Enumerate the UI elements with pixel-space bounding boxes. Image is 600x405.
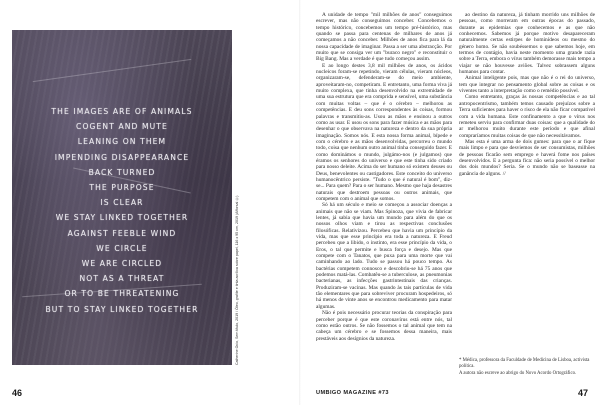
author-notes	[459, 358, 595, 379]
artwork-line: THE PURPOSE	[89, 183, 155, 193]
artwork-line: IS CLEAR	[100, 198, 144, 208]
artwork-line: THE IMAGES ARE OF ANIMALS	[51, 107, 193, 116]
artwork-line: BUT TO STAY LINKED TOGETHER	[45, 304, 199, 314]
artwork-line: COGENT AND MUTE	[76, 122, 168, 132]
article-column-right	[459, 12, 595, 202]
article-paragraph: Não é pois necessário procurar teorias da conspiração para perceber porque é que este coronavírus está entre nós, tal como estão outros. Se não fossemos o tal animal que tem na cabeça um cérebro e se fossemos dessa maneira, mais prestáveis aos desígnios da natureza.	[316, 310, 452, 342]
artwork-line: WE ARE CIRCLED	[81, 259, 163, 269]
artwork-line: AGAINST FEEBLE WIND	[67, 228, 177, 238]
artwork-image	[12, 30, 232, 365]
artwork-line: LEANING ON THEM	[77, 137, 167, 147]
artwork-line: NOT AS A THREAT	[79, 274, 165, 284]
article-paragraph: Mas esta é uma arma de dois gumes: para que o ar fique mais limpo e para que desviemos de ser consumistas, milhões de pessoas ficarão sem emprego e haverá fome nos países desenvolvidos. E a pergunta fica: não seria possível o melhor dos dois mundos? Seria. Se o mundo não se baseasse na ganância de alguns. //	[459, 138, 595, 177]
article-column-left	[316, 12, 452, 352]
article-paragraph: Como entretanto, graças às nossas competências e ao tal antropocentrismo, também temos causado prejuízos sobre a Terra suficientes para haver o risco de ela não ficar compatível com a vida humana. Este confinamento a que o vírus nos remeteu serviu para confirmar duas coisas: que a qualidade do ar melhorou muito durante este período e que afinal compraríamos muitas coisas de que não necessitávamos.	[459, 94, 595, 139]
artwork-line: BACK TURNED	[88, 167, 156, 177]
artwork-texture	[33, 59, 192, 82]
page-number-right: 47	[577, 388, 588, 398]
article-paragraph: A unidade de tempo "mil milhões de anos" conseguimos escrever, mas não conseguimos conceber. Concebemos o tempo histórico, concebemos um tempo pré-histórico, mas quando se passa para centenas de milhares de anos já começamos a não conceber. Milhões de anos fica para lá da nossa capacidade de imaginar. Passa a ser uma abstracção. Por muito que se consiga ver um "buraco negro" e reconstituir o Big Bang. Mas a verdade é que tudo começou assim.	[316, 12, 452, 63]
author-note: A autora não escreve ao abrigo do Novo Acordo Ortográfico.	[459, 371, 577, 377]
article-paragraph: Só há um século e meio se começou a associar doenças a animais que não se viam. Mas Spinoza, que vivia de fabricar lentes, já sabia que havia um mundo para além do que os nossos olhos viam e tirou as respectivas conclusões filosóficas. Relativizou. Percebeu que havia um princípio da vida, mas que esse princípio era toda a natureza. E Freud percebeu que a libido, o instinto, era esse princípio da vida, o Eros, o tal que permite e busca força e desejo. Mas que compete com o Tanatos, que puxa para uma morte que vai caminhando ao lado. Tudo se passou há pouco tempo. As bactérias competem connosco e descobriu-se há 75 anos que podemos matá-las. Combatêu-se a tuberculose, as pneumonias bacterianas, as infecções gastrintestinais das crianças. Produziram-se vacinas. Mas quando às tais partículas de vida tão elementares que para sobreviver procuram hospedeiros, só há menos de vinte anos se encontrou medicamento para matar algumas.	[316, 202, 452, 310]
article-paragraph: Animal inteligente pois, mas que não é o rei do universo, tem que integrar no pensamento global sobre as coisas e os viventes tanto a interpretação como o remédio possível.	[459, 75, 595, 95]
artwork-line: IMPENDING DISAPPEARANCE	[54, 152, 190, 162]
page-number-left: 46	[12, 388, 23, 398]
magazine-issue-label: UMBIGO MAGAZINE #73	[316, 390, 389, 396]
artwork-line: WE CIRCLE	[96, 243, 148, 253]
spread-gutter	[299, 0, 301, 405]
artwork-caption: Catherine Ocio, Sem título, 2019 / Óleo, grafite e tinta acrílica sobre papel, 116 x 95 cm, 2019 (Afforsal ©)	[235, 195, 239, 365]
article-paragraph: E ao longo destes 3,8 mil milhões de anos, os ácidos nucleicos foram-se repetindo, vieram células, vieram núcleos, organizaram-se, defenderam-se do meio ambiente, aproveitaram-no, competiram. E entretanto, uma forma viva já muito complexa, que tinha desenvolvido na extremidade de uma sua estrutura que era comprida e sensível, uma substância com muitas voltas – que é o cérebro – melhorou as competências. E deu sons correspondentes às coisas, formou palavras e transmitiu-as. Usou as mãos e ensinou a outros como as usar. E usou os sons para fazer música e as mãos para desenhar o que observava na natureza e dentro da sua própria imaginação. Somos nós. E esta nossa forma animal, bípede e com o cérebro e as mãos desenvolvidas, percorreu o mundo todo, coisa que nenhum outro animal tinha conseguido fazer. E como dominámos o mundo, julgámo-nos (e julgamos) que éramos os senhores do universo e que este tinha sido criado para nosso deleite. Acima do ser humano só existem deuses ou Deus, benevolentes ou castigadores. Este conceito do universo humanocêntrico persiste. "Tudo o que é natural é bom", diz-se... Para quem? Para o ser humano. Mesmo que haja desastres naturais que destroem pessoas ou outros animais, que competem com o animal que somos.	[316, 62, 452, 202]
artwork-line: WE STAY LINKED TOGETHER	[55, 213, 189, 223]
article-paragraph: ao destino da natureza, já tinham morrido uns milhões de pessoas, como morreram em outras épocas do passado, durante as epidemias que conhecemos e as que não conhecemos. Sabemos já porque motivo desapareceram naturalmente certas estirpes de hominídeos ou mesmo do género homo. Se não soubéssemos o que sabemos hoje, em termos de contágio, havia neste momento uma grande razia sobre a Terra, embora o vírus também demorasse mais tempo a viajar se não houvesse aviões. Talvez sobrassem alguns humanos para contar.	[459, 12, 595, 76]
artwork-text-block	[12, 104, 232, 317]
artwork-line: OR TO BE THREATENING	[64, 289, 180, 299]
author-note: * Médica, professora da Faculdade de Medicina de Lisboa, activista política.	[459, 358, 590, 369]
